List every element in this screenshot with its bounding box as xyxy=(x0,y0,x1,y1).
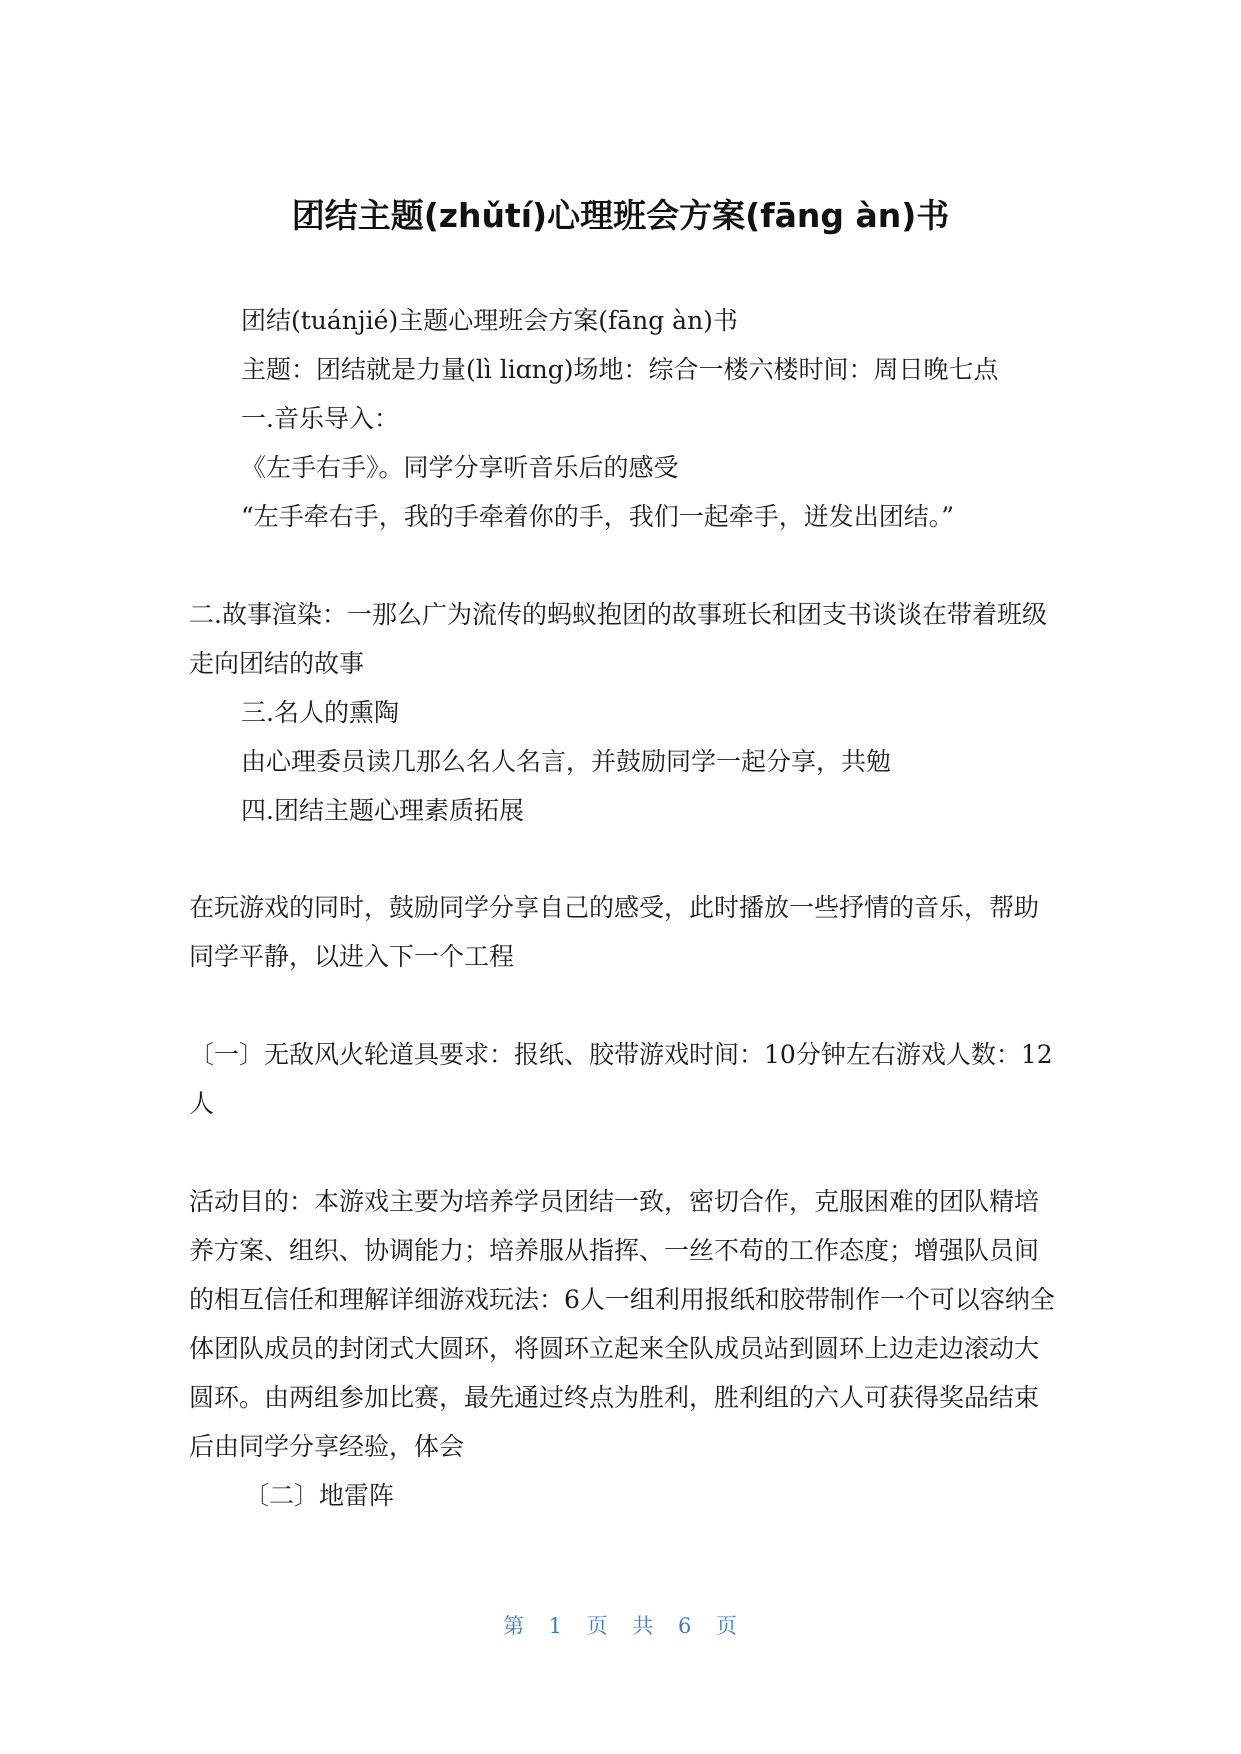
paragraph: 养方案、组织、协调能力；培养服从指挥、一丝不苟的工作态度；增强队员间 xyxy=(189,1236,1040,1265)
paragraph: 《左手右手》。同学分享听音乐后的感受 xyxy=(241,453,679,482)
section-heading: 二.故事渲染：一那么广为流传的蚂蚁抱团的故事班长和团支书谈谈在带着班级 xyxy=(189,600,1047,629)
page-number-footer: 第 1 页 共 6 页 xyxy=(502,1614,739,1638)
paragraph: 在玩游戏的同时，鼓励同学分享自己的感受，此时播放一些抒情的音乐，帮助 xyxy=(189,893,1040,922)
paragraph: 主题：团结就是力量(lì liɑng)场地：综合一楼六楼时间：周日晚七点 xyxy=(241,355,999,384)
paragraph: 〔一〕无敌风火轮道具要求：报纸、胶带游戏时间：10分钟左右游戏人数：12 xyxy=(189,1040,1053,1069)
document-title: 团结主题(zhǔtí)心理班会方案(fāng àn)书 xyxy=(291,196,950,235)
section-heading: 一.音乐导入： xyxy=(241,404,399,433)
quote: “左手牵右手，我的手牵着你的手，我们一起牵手，迸发出团结。” xyxy=(241,502,955,531)
paragraph: 活动目的：本游戏主要为培养学员团结一致，密切合作，克服困难的团队精培 xyxy=(189,1187,1040,1216)
paragraph: 由心理委员读几那么名人名言，并鼓励同学一起分享，共勉 xyxy=(241,747,892,776)
paragraph: 圆环。由两组参加比赛，最先通过终点为胜利，胜利组的六人可获得奖品结束 xyxy=(189,1383,1040,1412)
paragraph: 团结(tuánjié)主题心理班会方案(fāng àn)书 xyxy=(241,306,738,335)
section-heading: 〔二〕地雷阵 xyxy=(244,1481,395,1510)
paragraph: 的相互信任和理解详细游戏玩法：6人一组利用报纸和胶带制作一个可以容纳全 xyxy=(189,1285,1055,1314)
paragraph: 同学平静，以进入下一个工程 xyxy=(189,942,515,971)
paragraph: 体团队成员的封闭式大圆环，将圆环立起来全队成员站到圆环上边走边滚动大 xyxy=(189,1334,1040,1363)
paragraph: 人 xyxy=(189,1089,215,1118)
paragraph: 后由同学分享经验，体会 xyxy=(189,1432,465,1461)
section-heading: 四.团结主题心理素质拓展 xyxy=(241,796,524,825)
section-heading: 三.名人的熏陶 xyxy=(241,698,399,727)
paragraph: 走向团结的故事 xyxy=(189,649,365,678)
